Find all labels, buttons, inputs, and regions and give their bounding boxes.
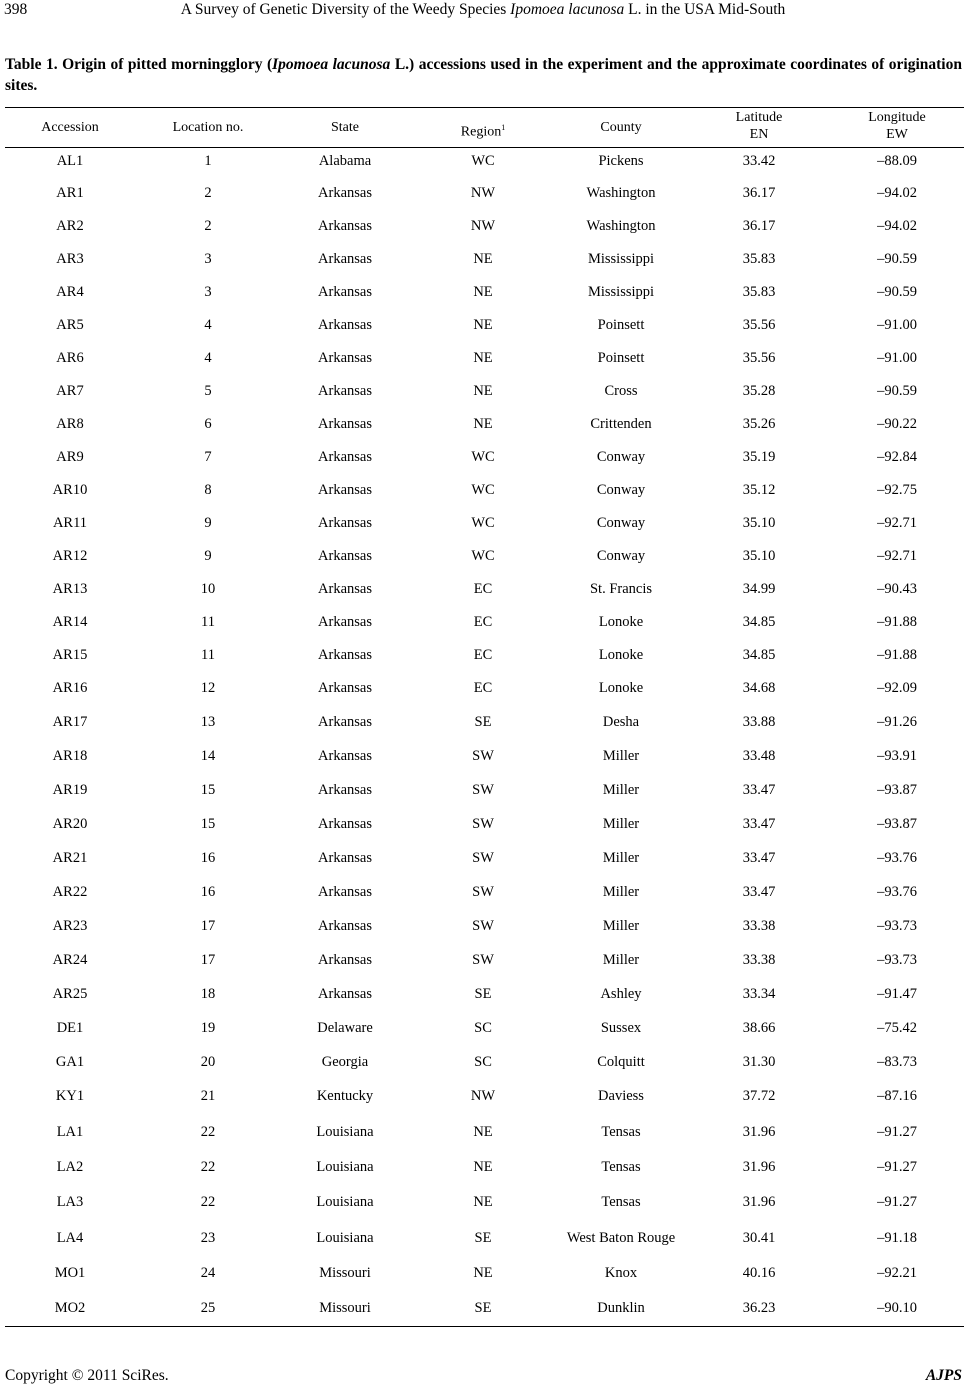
- cell-latitude: 35.19: [742, 449, 776, 465]
- cell-region: WC: [471, 515, 495, 531]
- cell-longitude: –91.47: [877, 986, 917, 1002]
- table-bottom-rule: [5, 1326, 964, 1327]
- cell-region: NE: [473, 317, 493, 333]
- cell-latitude: 35.10: [742, 515, 776, 531]
- cell-location: 9: [204, 515, 212, 531]
- cell-accession: LA4: [56, 1230, 84, 1246]
- table-row: [5, 316, 964, 336]
- cell-county: Ashley: [600, 986, 642, 1002]
- cell-location: 16: [200, 884, 216, 900]
- table-row: [5, 481, 964, 501]
- cell-region: SE: [474, 986, 492, 1002]
- cell-county: Conway: [596, 548, 646, 564]
- column-header-state: State: [331, 120, 359, 135]
- cell-location: 25: [200, 1300, 216, 1316]
- cell-region: SE: [474, 1300, 492, 1316]
- cell-county: Miller: [602, 850, 640, 866]
- cell-region: SW: [472, 816, 494, 832]
- cell-longitude: –91.88: [877, 647, 917, 663]
- cell-region: SW: [472, 884, 494, 900]
- table-header-rule: [5, 147, 964, 148]
- cell-latitude: 33.47: [742, 782, 776, 798]
- cell-region: WC: [471, 153, 495, 169]
- cell-longitude: –91.27: [877, 1124, 917, 1140]
- cell-state: Arkansas: [318, 317, 372, 333]
- cell-location: 9: [204, 548, 212, 564]
- cell-accession: AR6: [56, 350, 84, 366]
- cell-latitude: 33.38: [742, 952, 776, 968]
- cell-longitude: –92.75: [877, 482, 917, 498]
- cell-county: Pickens: [598, 153, 644, 169]
- table-row: [5, 985, 964, 1005]
- table-row: [5, 448, 964, 468]
- cell-accession: AR4: [56, 284, 84, 300]
- cell-location: 6: [204, 416, 212, 432]
- cell-state: Louisiana: [316, 1230, 374, 1246]
- cell-location: 12: [200, 680, 216, 696]
- cell-county: Crittenden: [590, 416, 652, 432]
- cell-county: Sussex: [600, 1020, 642, 1036]
- cell-latitude: 37.72: [742, 1088, 776, 1104]
- cell-county: Dunklin: [597, 1300, 645, 1316]
- cell-region: EC: [473, 581, 493, 597]
- cell-region: WC: [471, 449, 495, 465]
- table-row: [5, 951, 964, 971]
- cell-longitude: –91.27: [877, 1194, 917, 1210]
- table-row: [5, 815, 964, 835]
- cell-longitude: –91.00: [877, 317, 917, 333]
- cell-state: Louisiana: [316, 1124, 374, 1140]
- cell-accession: AR10: [52, 482, 88, 498]
- cell-location: 15: [200, 782, 216, 798]
- cell-latitude: 36.23: [742, 1300, 776, 1316]
- column-header-longitude: Longitude EW: [868, 110, 926, 142]
- cell-region: EC: [473, 647, 493, 663]
- cell-state: Arkansas: [318, 782, 372, 798]
- cell-accession: AR14: [52, 614, 88, 630]
- cell-location: 10: [200, 581, 216, 597]
- cell-latitude: 33.34: [742, 986, 776, 1002]
- table-row: [5, 415, 964, 435]
- cell-accession: AR24: [52, 952, 88, 968]
- cell-state: Arkansas: [318, 884, 372, 900]
- cell-state: Arkansas: [318, 816, 372, 832]
- cell-region: SC: [474, 1054, 492, 1070]
- cell-region: NE: [473, 284, 493, 300]
- cell-region: NE: [473, 383, 493, 399]
- cell-latitude: 31.30: [742, 1054, 776, 1070]
- cell-region: SW: [472, 782, 494, 798]
- cell-longitude: –91.18: [877, 1230, 917, 1246]
- table-row: [5, 1053, 964, 1073]
- cell-accession: AR9: [56, 449, 84, 465]
- cell-accession: GA1: [55, 1054, 85, 1070]
- cell-county: Tensas: [601, 1194, 641, 1210]
- cell-accession: AR17: [52, 714, 88, 730]
- cell-latitude: 33.47: [742, 816, 776, 832]
- cell-accession: MO2: [54, 1300, 86, 1316]
- cell-location: 14: [200, 748, 216, 764]
- cell-longitude: –91.27: [877, 1159, 917, 1175]
- cell-region: NE: [473, 1124, 493, 1140]
- cell-location: 8: [204, 482, 212, 498]
- cell-state: Arkansas: [318, 986, 372, 1002]
- cell-county: Miller: [602, 952, 640, 968]
- cell-longitude: –90.22: [877, 416, 917, 432]
- cell-state: Arkansas: [318, 918, 372, 934]
- cell-latitude: 35.12: [742, 482, 776, 498]
- cell-state: Arkansas: [318, 515, 372, 531]
- cell-region: SW: [472, 850, 494, 866]
- table-row: [5, 547, 964, 567]
- cell-accession: AR18: [52, 748, 88, 764]
- cell-state: Missouri: [319, 1300, 371, 1316]
- cell-region: NW: [470, 185, 496, 201]
- column-header-latitude: Latitude EN: [735, 110, 783, 142]
- cell-accession: AR1: [56, 185, 84, 201]
- cell-location: 24: [200, 1265, 216, 1281]
- table-row: [5, 184, 964, 204]
- cell-longitude: –92.71: [877, 548, 917, 564]
- cell-latitude: 35.83: [742, 284, 776, 300]
- cell-state: Arkansas: [318, 952, 372, 968]
- cell-county: Washington: [586, 185, 656, 201]
- cell-latitude: 30.41: [742, 1230, 776, 1246]
- cell-region: NE: [473, 1265, 493, 1281]
- cell-region: NE: [473, 1194, 493, 1210]
- cell-county: Washington: [586, 218, 656, 234]
- cell-state: Louisiana: [316, 1194, 374, 1210]
- cell-longitude: –93.87: [877, 816, 917, 832]
- cell-region: SW: [472, 918, 494, 934]
- cell-county: Miller: [602, 918, 640, 934]
- cell-latitude: 33.88: [742, 714, 776, 730]
- cell-location: 20: [200, 1054, 216, 1070]
- cell-county: Mississippi: [587, 251, 655, 267]
- cell-accession: MO1: [54, 1265, 86, 1281]
- table-row: [5, 1158, 964, 1178]
- table-row: [5, 646, 964, 666]
- journal-name: AJPS: [925, 1367, 962, 1384]
- table-row: [5, 580, 964, 600]
- cell-region: NW: [470, 1088, 496, 1104]
- region-footnote-mark: 1: [501, 123, 506, 132]
- cell-state: Arkansas: [318, 251, 372, 267]
- cell-county: Poinsett: [597, 317, 645, 333]
- cell-location: 21: [200, 1088, 216, 1104]
- cell-state: Arkansas: [318, 383, 372, 399]
- cell-location: 11: [201, 614, 215, 630]
- column-header-county: County: [600, 120, 642, 135]
- cell-county: Cross: [604, 383, 638, 399]
- cell-longitude: –92.84: [877, 449, 917, 465]
- cell-accession: KY1: [55, 1088, 85, 1104]
- cell-region: SW: [472, 952, 494, 968]
- table-row: [5, 250, 964, 270]
- cell-accession: AR3: [56, 251, 84, 267]
- cell-latitude: 35.83: [742, 251, 776, 267]
- cell-latitude: 33.47: [742, 850, 776, 866]
- cell-longitude: –75.42: [877, 1020, 917, 1036]
- table-row: [5, 1087, 964, 1107]
- cell-accession: LA1: [56, 1124, 84, 1140]
- cell-longitude: –92.71: [877, 515, 917, 531]
- cell-county: Miller: [602, 782, 640, 798]
- cell-latitude: 33.47: [742, 884, 776, 900]
- page-number: 398: [4, 1, 28, 18]
- cell-accession: AR12: [52, 548, 88, 564]
- cell-county: Conway: [596, 515, 646, 531]
- column-header-location: Location no.: [172, 120, 244, 135]
- cell-state: Arkansas: [318, 680, 372, 696]
- cell-region: NE: [473, 350, 493, 366]
- cell-state: Arkansas: [318, 185, 372, 201]
- cell-latitude: 31.96: [742, 1124, 776, 1140]
- cell-location: 18: [200, 986, 216, 1002]
- cell-location: 23: [200, 1230, 216, 1246]
- cell-region: SE: [474, 1230, 492, 1246]
- table-caption: Table 1. Origin of pitted morningglory (Ipomoea lacunosa L.) accessions used in the experiment and the approximate coordinates of origination sites.: [5, 56, 962, 94]
- cell-state: Arkansas: [318, 449, 372, 465]
- table-row: [5, 849, 964, 869]
- cell-location: 4: [204, 317, 212, 333]
- cell-county: Miller: [602, 816, 640, 832]
- cell-accession: AR2: [56, 218, 84, 234]
- cell-accession: AR21: [52, 850, 88, 866]
- cell-county: Miller: [602, 884, 640, 900]
- cell-state: Arkansas: [318, 218, 372, 234]
- cell-location: 22: [200, 1124, 216, 1140]
- cell-region: WC: [471, 482, 495, 498]
- running-title: A Survey of Genetic Diversity of the Weedy Species Ipomoea lacunosa L. in the USA Mid-South: [180, 1, 786, 18]
- cell-longitude: –92.09: [877, 680, 917, 696]
- cell-region: EC: [473, 680, 493, 696]
- cell-location: 11: [201, 647, 215, 663]
- table-top-rule: [5, 107, 964, 108]
- cell-longitude: –93.76: [877, 850, 917, 866]
- table-row: [5, 713, 964, 733]
- cell-latitude: 38.66: [742, 1020, 776, 1036]
- cell-county: Daviess: [598, 1088, 644, 1104]
- cell-longitude: –93.73: [877, 918, 917, 934]
- cell-latitude: 34.85: [742, 614, 776, 630]
- table-row: [5, 747, 964, 767]
- cell-state: Delaware: [317, 1020, 373, 1036]
- cell-accession: AR8: [56, 416, 84, 432]
- cell-latitude: 35.28: [742, 383, 776, 399]
- cell-county: West Baton Rouge: [566, 1230, 676, 1246]
- cell-location: 1: [204, 153, 212, 169]
- cell-state: Arkansas: [318, 284, 372, 300]
- cell-accession: AR16: [52, 680, 88, 696]
- cell-region: NE: [473, 416, 493, 432]
- cell-latitude: 35.56: [742, 350, 776, 366]
- cell-county: Desha: [602, 714, 640, 730]
- cell-longitude: –91.88: [877, 614, 917, 630]
- cell-state: Louisiana: [316, 1159, 374, 1175]
- cell-longitude: –94.02: [877, 218, 917, 234]
- cell-longitude: –94.02: [877, 185, 917, 201]
- table-row: [5, 613, 964, 633]
- cell-latitude: 35.10: [742, 548, 776, 564]
- cell-latitude: 40.16: [742, 1265, 776, 1281]
- cell-accession: LA3: [56, 1194, 84, 1210]
- table-row: [5, 1193, 964, 1213]
- cell-longitude: –90.59: [877, 284, 917, 300]
- cell-latitude: 34.85: [742, 647, 776, 663]
- cell-location: 4: [204, 350, 212, 366]
- cell-county: Colquitt: [597, 1054, 645, 1070]
- cell-latitude: 35.26: [742, 416, 776, 432]
- table-row: [5, 217, 964, 237]
- table-row: [5, 1123, 964, 1143]
- cell-latitude: 31.96: [742, 1194, 776, 1210]
- cell-location: 13: [200, 714, 216, 730]
- cell-longitude: –91.26: [877, 714, 917, 730]
- cell-location: 3: [204, 284, 212, 300]
- cell-longitude: –87.16: [877, 1088, 917, 1104]
- cell-location: 22: [200, 1194, 216, 1210]
- cell-longitude: –93.76: [877, 884, 917, 900]
- cell-location: 22: [200, 1159, 216, 1175]
- table-row: [5, 283, 964, 303]
- cell-accession: AR19: [52, 782, 88, 798]
- cell-county: Lonoke: [598, 647, 644, 663]
- cell-county: St. Francis: [589, 581, 653, 597]
- cell-location: 16: [200, 850, 216, 866]
- cell-region: NE: [473, 251, 493, 267]
- cell-state: Arkansas: [318, 850, 372, 866]
- cell-latitude: 34.99: [742, 581, 776, 597]
- cell-county: Lonoke: [598, 680, 644, 696]
- table-row: [5, 1264, 964, 1284]
- cell-region: SC: [474, 1020, 492, 1036]
- table-row: [5, 1299, 964, 1319]
- cell-latitude: 36.17: [742, 185, 776, 201]
- cell-accession: DE1: [56, 1020, 84, 1036]
- cell-location: 7: [204, 449, 212, 465]
- cell-county: Lonoke: [598, 614, 644, 630]
- table-row: [5, 382, 964, 402]
- column-header-region: Region$^1$: [460, 123, 506, 140]
- cell-state: Arkansas: [318, 647, 372, 663]
- table-row: [5, 349, 964, 369]
- cell-latitude: 36.17: [742, 218, 776, 234]
- cell-state: Arkansas: [318, 416, 372, 432]
- cell-latitude: 33.42: [742, 153, 776, 169]
- cell-longitude: –90.43: [877, 581, 917, 597]
- cell-region: WC: [471, 548, 495, 564]
- cell-county: Conway: [596, 449, 646, 465]
- cell-longitude: –91.00: [877, 350, 917, 366]
- cell-location: 2: [204, 185, 212, 201]
- table-row: [5, 917, 964, 937]
- cell-state: Alabama: [318, 153, 372, 169]
- cell-state: Arkansas: [318, 482, 372, 498]
- cell-state: Arkansas: [318, 614, 372, 630]
- cell-region: NE: [473, 1159, 493, 1175]
- cell-accession: AR25: [52, 986, 88, 1002]
- cell-latitude: 33.48: [742, 748, 776, 764]
- cell-accession: AR13: [52, 581, 88, 597]
- cell-longitude: –93.73: [877, 952, 917, 968]
- table-row: [5, 883, 964, 903]
- cell-county: Mississippi: [587, 284, 655, 300]
- cell-longitude: –90.59: [877, 251, 917, 267]
- cell-latitude: 35.56: [742, 317, 776, 333]
- cell-longitude: –90.59: [877, 383, 917, 399]
- cell-accession: AR15: [52, 647, 88, 663]
- cell-latitude: 31.96: [742, 1159, 776, 1175]
- table-row: [5, 1019, 964, 1039]
- table-row: [5, 514, 964, 534]
- page-footer: [5, 1366, 962, 1386]
- table-row: [5, 1229, 964, 1249]
- cell-longitude: –88.09: [877, 153, 917, 169]
- cell-region: SW: [472, 748, 494, 764]
- cell-county: Knox: [604, 1265, 638, 1281]
- cell-state: Missouri: [319, 1265, 371, 1281]
- cell-longitude: –92.21: [877, 1265, 917, 1281]
- cell-region: NW: [470, 218, 496, 234]
- cell-location: 2: [204, 218, 212, 234]
- cell-accession: AR7: [56, 383, 84, 399]
- cell-latitude: 33.38: [742, 918, 776, 934]
- cell-county: Tensas: [601, 1159, 641, 1175]
- table-row: [5, 781, 964, 801]
- cell-longitude: –93.91: [877, 748, 917, 764]
- cell-accession: LA2: [56, 1159, 84, 1175]
- cell-accession: AL1: [56, 153, 84, 169]
- cell-location: 5: [204, 383, 212, 399]
- cell-latitude: 34.68: [742, 680, 776, 696]
- table-row: [5, 679, 964, 699]
- running-head: [4, 0, 962, 22]
- cell-longitude: –93.87: [877, 782, 917, 798]
- cell-accession: AR20: [52, 816, 88, 832]
- cell-state: Arkansas: [318, 350, 372, 366]
- cell-state: Kentucky: [316, 1088, 374, 1104]
- cell-state: Georgia: [321, 1054, 369, 1070]
- cell-county: Tensas: [601, 1124, 641, 1140]
- cell-county: Miller: [602, 748, 640, 764]
- cell-location: 17: [200, 918, 216, 934]
- copyright-notice: Copyright © 2011 SciRes.: [5, 1367, 169, 1384]
- cell-state: Arkansas: [318, 748, 372, 764]
- cell-location: 17: [200, 952, 216, 968]
- cell-county: Conway: [596, 482, 646, 498]
- table-header-row: [5, 109, 964, 147]
- cell-location: 19: [200, 1020, 216, 1036]
- cell-state: Arkansas: [318, 714, 372, 730]
- cell-accession: AR5: [56, 317, 84, 333]
- cell-state: Arkansas: [318, 581, 372, 597]
- cell-state: Arkansas: [318, 548, 372, 564]
- cell-accession: AR11: [52, 515, 88, 531]
- cell-location: 15: [200, 816, 216, 832]
- cell-region: SE: [474, 714, 492, 730]
- cell-longitude: –90.10: [877, 1300, 917, 1316]
- cell-region: EC: [473, 614, 493, 630]
- cell-accession: AR23: [52, 918, 88, 934]
- cell-location: 3: [204, 251, 212, 267]
- cell-accession: AR22: [52, 884, 88, 900]
- column-header-accession: Accession: [41, 120, 99, 135]
- table-row: [5, 152, 964, 172]
- cell-longitude: –83.73: [877, 1054, 917, 1070]
- cell-county: Poinsett: [597, 350, 645, 366]
